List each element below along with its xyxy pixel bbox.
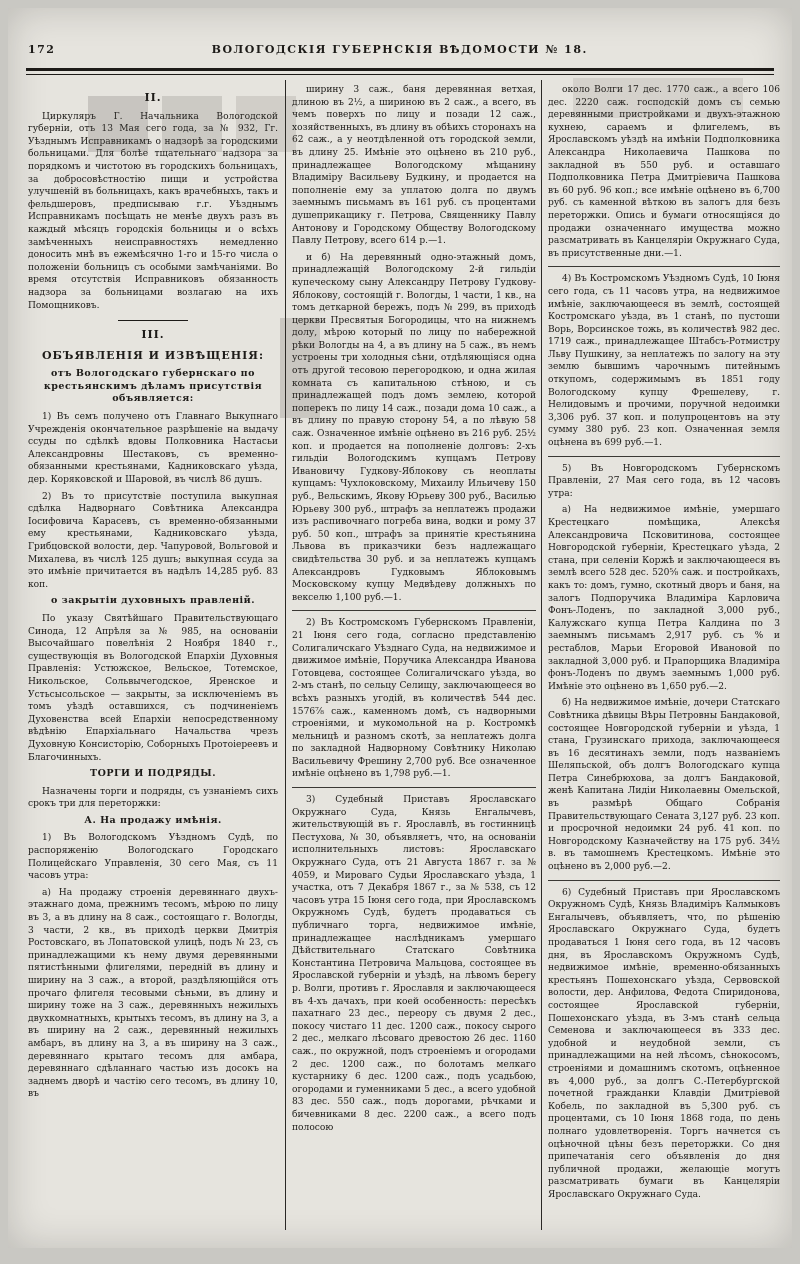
paragraph: и б) На деревянный одно-этажный домъ, принадлежащій Вологодскому 2-й гильдіи купеческому сыну Александру Петрову Гудкову-Яблокову, состоящій г. Вологды, 1 части, 1 кв., на томъ деткарной бережъ, подъ № 299, въ приходѣ церкви Пресвятыя Богородицы, что на нижнемъ долу, мѣрою который по лицу по набережной рѣки Вологды на 4, а въ длину на 5 саж., въ немъ устроены три холодныя сѣни, отдѣляющіяся одна отъ другой тесовою перегородкою, и одна жилая комната съ капитальною стѣною, и съ принадлежащей подъ домъ землею, которой поперекъ по лицу 14 саж., позади дома 10 саж., а въ длину по правую сторону 54, а по лѣвую 58 саж. Означенное имѣніе оцѣнено въ 216 руб. 25½ коп. и продается на пополненіе долговъ: 2-хъ гильдіи Вологодскимъ купцамъ Петрову Ивановичу Гудкову-Яблокову съ неоплаты купцамъ: Чухлоковскому, Михаилу Ильичеву 150 руб., Вельскимъ, Якову Юрьеву 300 руб., Василью Юрьеву 300 руб., штрафъ за неплатежъ продажи изъ распивочнаго погреба вина, водки и рому 37 руб. 50 коп., штрафъ за принятіе крестьянина Львова въ приказчики безъ надлежащаго свидѣтельства 30 руб. и за неплатежъ купцамъ Александровъ Гудковымъ Яблоковымъ Московскому купцу Медвѣдеву должныхъ по векселю 1,100 руб.—1. [292,252,536,603]
subheading: о закрытіи духовныхъ правленій. [51,595,255,607]
paragraph: 5) Въ Новгородскомъ Губернскомъ Правленіи, 27 Мая сего года, въ 12 часовъ утра: [548,463,780,499]
paragraph: а) На недвижимое имѣніе, умершаго Крестецкаго помѣщика, Алексѣя Александровича Псковитинова, состоящее Новгородской губерніи, Крестецкаго уѣзда, 2 стана, при селеніи Коржѣ и заключающееся въ землѣ всего 528 дес. 520⅝ саж. и постройкахъ, какъ то: домъ, гумно, скотный дворъ и баня, на залогъ Подпоручика Владиміра Карловича Фонъ-Лоденъ, по закладной 3,000 руб., Калужскаго купца Петра Калдина по 3 заемнымъ письмамъ 2,917 руб. съ % и рестаблов, Марьи Егоровой Ивановой по закладной 3,000 руб. и Прапорщика Владиміра фонъ-Лоденъ по двумъ заемнымъ 1,000 руб. Имѣніе это оцѣнено въ 1,650 руб.—2. [548,505,780,692]
separator [548,456,780,457]
column-rule [285,80,286,1230]
announcements-heading: ОБЪЯВЛЕНІЯ И ИЗВѢЩЕНІЯ: [41,348,265,362]
section-heading: II. [144,91,162,104]
newspaper-page [8,8,792,1248]
page-header [28,36,772,62]
newspaper-title: ВОЛОГОДСКІЯ ГУБЕРНСКІЯ ВѢДОМОСТИ № 18. [211,42,588,56]
paragraph: б) На недвижимое имѣніе, дочери Статскаго Совѣтника дѣвицы Вѣры Петровны Бандаковой, состоящее Новгородской губерніи и уѣзда, 1 стана, Грузинскаго прихода, заключающееся въ 16 десятинахъ земли, подъ названіемъ Шеляпьской, объ долгъ Вологодскаго купца Петра Синебрюхова, за долгъ Бандаковой, женѣ Капитана Лидіи Николаевны Омельской, въ размѣрѣ Общаго Собранія Правительствующаго Сената 3,127 руб. 23 коп. и просрочной недоимки 24 руб. 41 коп. по Новгородскому Казначейству на 175 руб. 34½ в. въ тамошнемъ Крестецкомъ. Имѣніе это оцѣнено въ 2,000 руб.—2. [548,698,780,873]
paragraph: Назначены торги и подряды, съ узнаніемъ сихъ срокъ три для переторжки: [28,786,278,810]
paragraph: около Волги 17 дес. 1770 саж., а всего 106 дес. 2220 саж. господскій домъ съ семью деревянными пристройками и двухъ-этажною кухнею, сараемъ и флигелемъ, въ Ярославскомъ уѣздѣ на имѣніи Подполковника Александра Николаевича Пашкова по закладной въ 550 руб. и оставшаго Подполковника Петра Дмитріевича Пашкова въ 60 руб. 96 коп.; все имѣніе оцѣнено въ 6,700 руб. съ каменной вѣткою въ залогъ для безъ переторжки. Опись и бумаги относящіяся до продажи означеннаго имущества можно разсматривать въ Канцеляріи Окружнаго Суда, въ присутственные дни.—1. [548,85,780,259]
separator [548,266,780,267]
column-3 [548,84,780,1230]
paragraph: 2) Въ то присутствіе поступила выкупная сдѣлка Надворнаго Совѣтника Александра Іосифовича Карасевъ, съ временно-обязанными ему крестьянами, Кадниковскаго уѣзда, Грибцовской волости, дер. Чапуровой, Вольговой и Михалева, въ числѣ 125 душъ; выкупная ссуда за это имѣніе причитается въ надѣлъ 14,285 руб. 83 коп. [28,491,278,590]
paragraph: По указу Святѣйшаго Правительствующаго Синода, 12 Апрѣля за № 985, на основаніи Высочайшаго повелѣнія 2 Ноября 1840 г., существующія въ Вологодской Епархіи Духовныя Правленія: Устюжское, Вельское, Тотемское, Никольское, Сольвычегодское, Яренское и Устьсысольское — закрыты, за исключеніемъ въ томъ уѣздѣ оставшихся, съ подчиненіемъ Духовенства всей Епархіи непосредственному вѣдѣнію Епархіальнаго Начальства чрезъ Духовную Консисторію, Соборныхъ Протоіереевъ и Благочинныхъ. [28,613,278,763]
paragraph: 4) Въ Костромскомъ Уѣздномъ Судѣ, 10 Іюня сего года, съ 11 часовъ утра, на недвижимое имѣніе, заключающееся въ землѣ, состоящей Костромскаго уѣзда, въ 1 станѣ, по пустоши Ворь, Ворсинское тожь, въ количествѣ 982 дес. 1719 саж., принадлежащее Штабсъ-Ротмистру Льву Пушкину, за неплатежъ по залогу на эту землю бывшимъ чарочнымъ питейнымъ откупомъ, содержимымъ въ 1851 году Вологодскому купцу Фрешелеву, г. Нелидовымъ и прочими, поручной недоимки 3,306 руб. 37 коп. и полупроцентовъ на эту сумму 380 руб. 23 коп. Означенная земля оцѣнена въ 699 руб.—1. [548,274,780,449]
header-rule [26,68,774,71]
paragraph: 1) Въ Вологодскомъ Уѣздномъ Судѣ, по распоряженію Вологодскаго Городскаго Полицейскаго Управленія, 30 сего Мая, съ 11 часовъ утра: [28,833,278,882]
paragraph: а) На продажу строенія деревяннаго двухъ-этажнаго дома, прежнимъ тесомъ, мѣрою по лицу въ 3, а въ длину на 8 саж., состоящаго г. Вологды, 3 части, 2 кв., въ приходѣ церкви Дмитрія Ростовскаго, въ Лопатовской улицѣ, подъ № 23, съ принадлежащими къ нему двумя деревянными пятистѣнными флигелями, передній въ длину и ширину на 3 саж., а второй, раздѣляющійся отъ прочаго флигеля тесовыми сѣньми, въ длину и ширину тоже на 3 саж., деревянныхъ нежилыхъ двухкомнатныхъ, крытыхъ тесомъ, въ длину на 3, а въ ширину на 2 саж., деревянный нежилыхъ амбаръ, въ длину на 3, а въ ширину на 3 саж., деревяннаго крытаго тесомъ для амбара, деревяннаго сдѣланнаго частью изъ досокъ на заднемъ дворѣ и частію сего тесомъ, въ длину 10, въ [28,887,278,1100]
subheading: ТОРГИ И ПОДРЯДЫ. [90,768,216,780]
announcements-subheading: отъ Вологодскаго губернскаго по крестьянскимъ дѣламъ присутствія объявляется: [43,368,263,405]
paragraph: 6) Судебный Приставъ при Ярославскомъ Окружномъ Судѣ, Князь Владиміръ Калмыковъ Енгалычевъ, объявляетъ, что, по рѣшенію Ярославскаго Окружнаго Суда, будетъ продаваться 1 Іюня сего года, въ 12 часовъ дня, въ Ярославскомъ Окружномъ Судѣ, недвижимое имѣніе, временно-обязанныхъ крестьянъ Пошехонскаго уѣзда, Сервовской волости, дер. Анфилова, Федота Спиридонова, состоящее Ярославской губерніи, Пошехонскаго уѣзда, въ 3-мъ станѣ сельца Семенова и заключающееся въ 333 дес. удобной и неудобной земли, съ принадлежащими на ней лѣсомъ, сѣнокосомъ, строеніями и домашнимъ скотомъ, оцѣненное въ 4,000 руб., за долгъ С.-Петербургской почетной гражданки Клавдіи Дмитріевой Кобель, по закладной въ 5,300 руб. съ процентами, съ 10 Іюня 1868 года, по день полнаго удовлетворенія. Торгъ начнется съ оцѣночной цѣны безъ переторжки. Со дня припечатанія сего объявленія до дня публичной продажи, желающіе могутъ разсматривать бумаги въ Канцеляріи Ярославскаго Окружнаго Суда. [548,887,780,1200]
separator [292,787,536,788]
circular-paragraph: Циркуляръ Г. Начальника Вологодской губерніи, отъ 13 Мая сего года, за № 932, Гг. Уѣзднымъ Исправникамъ о надзорѣ за городскими больницами. Для болѣе тщательнаго надзора за порядкомъ и чистотою въ городскихъ больницахъ, за добросовѣстностію пищи и устройства улучшеній въ больницахъ, какъ врачебныхъ, такъ и фельдшеровъ, предписываю г.г. Уѣзднымъ Исправникамъ посѣщать не менѣе двухъ разъ въ каждый мѣсяцъ городскія больницы и о всѣхъ замѣченныхъ неисправностяхъ немедленно доносить мнѣ въ ежемѣсячно 1-го и 15-го числа о положеніи больницъ съ особыми замѣчаніями. Во время отсутствія Исправниковъ обязанность надзора за больницами возлагаю на ихъ Помощниковъ. [28,111,278,311]
page-number: 172 [28,42,56,56]
paragraph: 3) Судебный Приставъ Ярославскаго Окружнаго Суда, Князь Енгалычевъ, жительствующій въ г. Ярославлѣ, въ гостинницѣ Пестухова, № 30, объявляетъ, что, на основаніи исполнительныхъ листовъ: Ярославскаго Окружнаго Суда, отъ 21 Августа 1867 г. за № 4059, и Мироваго Судьи Ярославскаго уѣзда, 1 участка, отъ 7 Декабря 1867 г., за № 538, съ 12 часовъ утра 15 Іюня сего года, при Ярославскомъ Окружномъ Судѣ, будетъ продаваться съ публичнаго торга, недвижимое имѣніе, принадлежащее наслѣдникамъ умершаго Дѣйствительнаго Статскаго Совѣтника Константина Петровича Мальцова, состоящее въ Ярославской губерніи и уѣздѣ, на лѣвомъ берегу р. Волги, противъ г. Ярославля и заключающееся въ 4-хъ дачахъ, при коей особенность: пересѣкъ пахатнаго 23 дес., переору съ двумя 2 дес., покосу чистаго 11 дес. 1200 саж., покосу сырого 2 дес., мелкаго лѣсоваго древостою 26 дес. 1160 саж., по окружной, подъ строеніемъ и огородами 2 дес. 1200 саж., по болотамъ мелкаго кустарнику 6 дес. 1200 саж., подъ усадьбою, огородами и гуменниками 5 дес., а всего удобной 83 дес. 550 саж., подъ дорогами, рѣчками и бичевниками 8 дес. 2200 саж., а всего подъ полосою [292,795,536,1133]
separator [292,610,536,611]
subheading: А. На продажу имѣнія. [84,814,222,826]
column-rule [541,80,542,1230]
column-1 [28,84,278,1230]
column-2 [292,84,536,1230]
separator [548,880,780,881]
section-heading: III. [141,328,165,342]
separator [118,320,188,321]
paragraph: 2) Въ Костромскомъ Губернскомъ Правленіи, 21 Іюня сего года, согласно представленію Солигаличскаго Уѣзднаго Суда, на недвижимое и движимое имѣніе, Поручика Александра Иванова Готовцева, состоящее Солигаличскаго уѣзда, во 2-мъ станѣ, по сельцу Селищу, заключающееся во всѣхъ разныхъ угодій, въ количествѣ 544 дес. 1576⅞ саж., каменномъ домѣ, съ надворными строеніями, и мукомольной на р. Костромкѣ мельницѣ и разномъ скотѣ, за неплатежъ долга по закладной Надворному Совѣтнику Николаю Васильевичу Фрешину 2,700 руб. Все означенное имѣніе оцѣнено въ 1,798 руб.—1. [292,618,536,780]
paragraph: ширину 3 саж., баня деревянная ветхая, длиною въ 2½, а шириною въ 2 саж., а всего, въ чемъ поверхъ по лицу и позади 12 саж., хозяйственныхъ, въ длину въ обѣихъ сторонахъ на 62 саж., а у неотдѣленной отъ городской земли, въ длину 25. Имѣніе это оцѣнено въ 210 руб., принадлежащее Вологодскому мѣщанину Владиміру Васильеву Будкину, и продается на пополненіе ему за уплатою долга по двумъ заемнымъ письмамъ въ 161 руб. съ процентами душеприкащику г. Петрова, Священнику Павлу Антонову и Городскому Обществу Вологодскому Павлу Петрову, всего 614 р.—1. [292,85,536,247]
paragraph: 1) Въ семъ получено отъ Главнаго Выкупнаго Учрежденія окончательное разрѣшеніе на выдачу ссуды по сдѣлкѣ вдовы Полковника Настасьи Александровны Шестаковъ, съ временно-обязанными крестьянами, Кадниковскаго уѣзда, дер. Коряковской и Шаровой, въ числѣ 86 душъ. [28,412,278,486]
header-rule-thin [26,74,774,75]
